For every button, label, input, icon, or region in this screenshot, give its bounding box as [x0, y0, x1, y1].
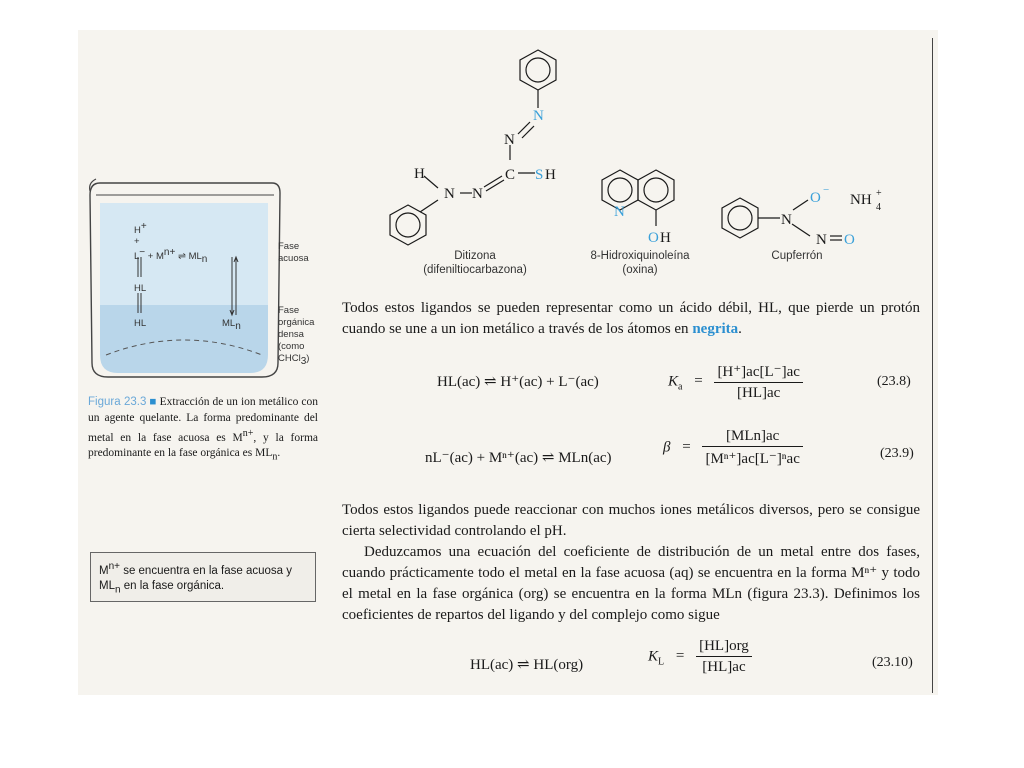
cupferron-nh4: NH — [850, 192, 872, 208]
figure-label: Figura 23.3 — [88, 396, 147, 408]
ditizona-n-top: N — [533, 108, 544, 124]
species-l: L — [134, 251, 140, 263]
species-plus-2: + — [147, 251, 154, 263]
oxina-n: N — [614, 204, 625, 220]
cupferron-name: Cupferrón — [771, 250, 823, 262]
oxina-h: H — [660, 230, 671, 246]
cupferron-caption — [752, 249, 842, 263]
cupferron-nh4-sub: 4 — [876, 202, 881, 213]
species-m-sup: n+ — [163, 247, 176, 259]
ditizona-n-mid: N — [504, 132, 515, 148]
oxina-o: O — [648, 230, 659, 246]
ditizona-caption — [405, 249, 545, 277]
equation-23-9-number: (23.9) — [880, 446, 914, 461]
cupferron-nh4-sup: + — [876, 188, 882, 199]
ditizona-name: Ditizona — [454, 250, 496, 262]
species-equilibrium: ⇌ — [177, 251, 186, 263]
equation-23-8-left: HL(ac) ⇌ H⁺(ac) + L⁻(ac) — [437, 374, 599, 390]
species-hl-aq: HL — [134, 283, 147, 294]
species-h-sup: + — [140, 221, 147, 232]
cupferron-n2: N — [816, 232, 827, 248]
equation-23-8-number: (23.8) — [877, 374, 911, 389]
equation-23-9-left: nL⁻(ac) + Mⁿ⁺(ac) ⇌ MLn(ac) — [425, 450, 612, 466]
ditizona-sh-h: H — [545, 167, 556, 183]
cupferron-n1: N — [781, 212, 792, 228]
cupferron-o1: O — [810, 190, 821, 206]
species-m: M — [155, 251, 164, 263]
ditizona-s: S — [535, 167, 544, 183]
figure-square-icon: ■ — [149, 396, 157, 408]
phase-aq-label: Fase acuosa — [278, 241, 309, 264]
ditizona-c: C — [505, 167, 516, 183]
species-ml-sub: n — [201, 254, 208, 266]
equation-23-10-number: (23.10) — [872, 655, 913, 670]
oxina-caption — [575, 249, 705, 277]
ditizona-n2: N — [472, 186, 483, 202]
equation-23-8-right: $K_a$ = $\frac{[H^+]ac[L^-]ac}{[HL]ac}$ — [668, 362, 803, 402]
ditizona-n1: N — [444, 186, 455, 202]
species-ml-org: $ML_n$ — [222, 318, 241, 332]
equation-23-9-right: β = $\frac{\text{[MLn]ac}}{\text{[Mⁿ⁺]ac[L⁻]ⁿac}}$ — [663, 428, 803, 468]
oxina-structure — [602, 170, 674, 226]
bold-word: negrita — [692, 321, 739, 337]
paragraph-ligands: Todos estos ligandos se pueden representar como un ácido débil, HL, que pierde un protón cuando se une a un ion metálico a través de los átomos en negrita. — [342, 300, 920, 337]
organic-phase — [100, 305, 268, 373]
oxina-name: 8-Hidroxiquinoleína — [590, 250, 690, 262]
species-plus: + — [134, 236, 140, 248]
beaker-species — [134, 221, 207, 265]
equation-23-10-left: HL(ac) ⇌ HL(org) — [470, 657, 584, 673]
page-gutter-line — [932, 38, 933, 693]
species-l-sup: − — [139, 247, 146, 259]
ditizona-structure — [390, 50, 556, 245]
ditizona-subname: (difeniltiocarbazona) — [423, 264, 527, 276]
species-ml: ML — [188, 251, 202, 263]
equation-23-10-right: $K_L$ = $\frac{\text{[HL]org}}{[HL]ac}$ — [648, 638, 752, 676]
paragraph-selectivity: Todos estos ligandos puede reaccionar con muchos iones metálicos diversos, pero se consigue cierta selectividad controlando el pH. — [342, 502, 920, 539]
figure-caption: Figura 23.3 ■ Extracción de un ion metálico con un agente quelante. La forma predominante del metal en la fase acuosa es $M^{n+}$, y la forma predominante en la fase orgánica es $ML_n$. — [88, 396, 318, 463]
cupferron-o1-charge: − — [823, 184, 830, 196]
paragraph-distribution: Deduzcamos una ecuación del coeficiente de distribución de un metal entre dos fases, cuando prácticamente todo el metal en la fase acuosa (aq) se encuentra en la forma Mⁿ⁺ y todo el metal en la fase orgánica (org) se encuentra en la forma MLn (figura 23.3). Definimos los coeficientes de repartos del ligando y del complejo como sigue — [342, 544, 920, 623]
cupferron-o2: O — [844, 232, 855, 248]
species-h: H — [134, 225, 141, 237]
oxina-subname: (oxina) — [622, 264, 658, 276]
phase-org-label: Fase orgánica densa (como CHCl$_3$) — [278, 305, 315, 367]
species-hl-org: HL — [134, 318, 147, 329]
margin-note-box: $M^{n+}$ se encuentra en la fase acuosa y $ML_n$ en la fase orgánica. — [90, 552, 316, 602]
ditizona-h: H — [414, 166, 425, 182]
